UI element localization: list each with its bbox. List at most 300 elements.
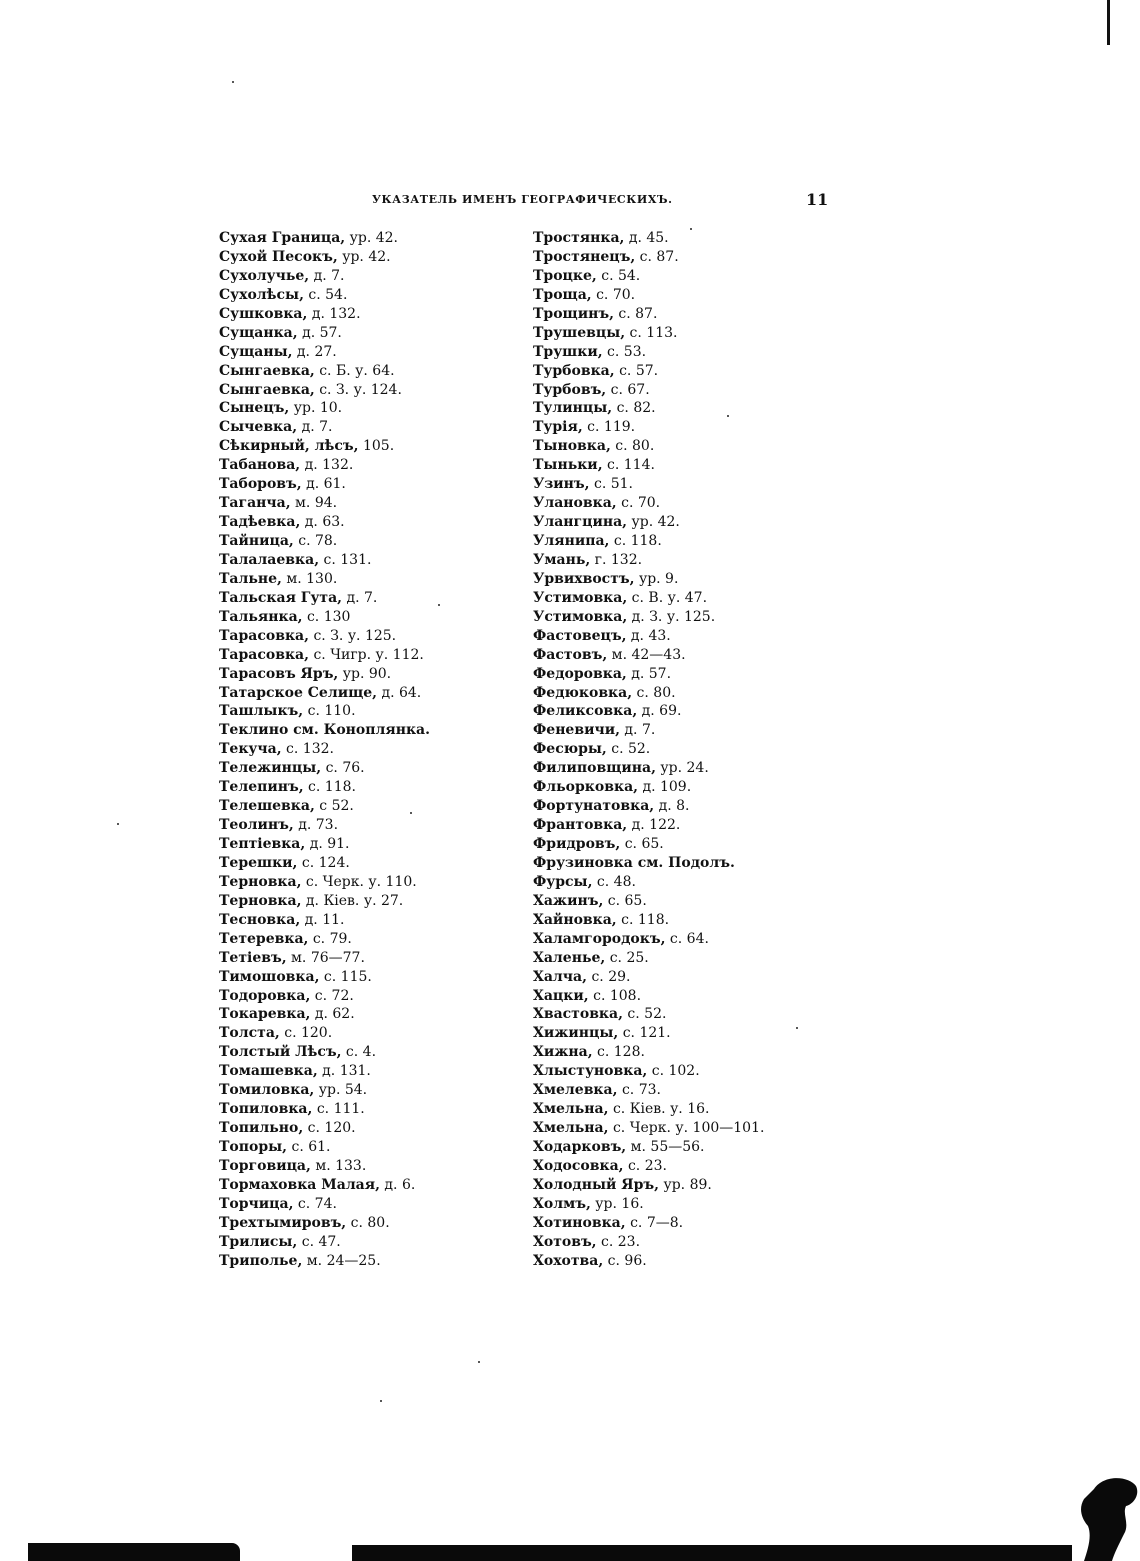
index-entry <box>219 267 430 286</box>
entry-reference: д. 91. <box>305 836 350 852</box>
index-entry <box>533 343 764 362</box>
index-entry <box>219 854 430 873</box>
index-entry <box>219 987 430 1006</box>
index-entry <box>219 229 430 248</box>
entry-name: Хацки, <box>533 987 589 1004</box>
entry-name: Сынгаевка, <box>219 362 315 379</box>
entry-name: Томиловка, <box>219 1082 315 1099</box>
entry-reference: д. 69. <box>637 703 682 720</box>
index-entry <box>219 968 430 987</box>
entry-name: Фортунатовка, <box>533 798 655 815</box>
entry-name: Холмъ, <box>533 1195 591 1212</box>
index-entry <box>219 702 430 721</box>
index-entry <box>219 1176 430 1195</box>
entry-name: Тальянка, <box>219 608 303 625</box>
entry-reference: д. 7. <box>342 589 378 606</box>
index-entry <box>219 1081 430 1100</box>
entry-reference: с. 124. <box>297 854 350 871</box>
scan-bottom-bar-right <box>352 1545 1072 1561</box>
entry-reference: д. 64. <box>377 684 422 701</box>
entry-reference: с. 76. <box>321 760 365 777</box>
page-number: 11 <box>806 190 829 209</box>
entry-reference: м. 42—43. <box>607 646 686 663</box>
index-entry <box>533 456 764 475</box>
entry-reference: с 52. <box>314 798 354 815</box>
entry-reference: д. 132. <box>307 305 361 322</box>
entry-name: Тальская Гута, <box>219 589 343 606</box>
entry-reference: с. 118. <box>303 779 356 796</box>
index-entry <box>219 418 430 437</box>
entry-reference: с. Черк. у. 110. <box>301 873 417 890</box>
index-entry <box>219 684 430 703</box>
index-entry <box>219 949 430 968</box>
entry-reference: д. 73. <box>293 817 339 834</box>
index-entry <box>219 305 430 324</box>
entry-reference: м. 24—25. <box>302 1252 381 1269</box>
entry-name: Федоровка, <box>533 665 627 682</box>
entry-name: Тайница, <box>219 533 294 549</box>
index-entry <box>533 1100 764 1119</box>
index-entry <box>533 475 764 494</box>
index-entry <box>533 589 764 608</box>
index-entry <box>219 399 430 418</box>
entry-name: Халенье, <box>533 949 606 966</box>
index-entry <box>219 759 430 778</box>
index-entry <box>533 740 764 759</box>
index-entry <box>533 608 764 627</box>
entry-name: Тормаховка Малая, <box>219 1176 380 1193</box>
entry-reference: с. Кіев. у. 16. <box>608 1101 710 1118</box>
entry-reference: с. 128. <box>592 1044 645 1061</box>
index-entry <box>533 721 764 740</box>
entry-reference: д. 61. <box>301 476 346 493</box>
index-entry <box>219 835 430 854</box>
entry-reference: с. 79. <box>308 930 352 947</box>
index-entry <box>533 1005 764 1024</box>
entry-name: Ташлыкъ, <box>219 703 304 720</box>
entry-name: Теолинъ, <box>219 817 294 834</box>
entry-name: Торчица, <box>219 1195 294 1212</box>
entry-name: Хлыстуновка, <box>533 1063 648 1080</box>
entry-name: Троща, <box>533 286 592 303</box>
index-entry <box>533 381 764 400</box>
entry-reference: с. 131. <box>319 551 372 568</box>
entry-reference: д. 8. <box>654 798 690 815</box>
entry-name: Хмельна, <box>533 1120 609 1137</box>
entry-name: Татарское Селище, <box>219 684 378 701</box>
entry-name: Устимовка, <box>533 608 628 625</box>
entry-name: Турія, <box>533 419 583 436</box>
scan-speck <box>380 1400 382 1402</box>
index-entry <box>533 930 764 949</box>
entry-reference: с. Б. у. 64. <box>314 362 395 379</box>
entry-name: Триполье, <box>219 1252 303 1269</box>
index-entry <box>533 684 764 703</box>
entry-reference: с. 74. <box>293 1195 337 1212</box>
entry-reference: д. З. у. 125. <box>627 608 716 625</box>
entry-reference: д. 7. <box>309 267 345 284</box>
entry-name: Ходарковъ, <box>533 1139 627 1155</box>
index-entry <box>533 1062 764 1081</box>
index-entry <box>219 911 430 930</box>
entry-reference: ур. 16. <box>590 1195 644 1212</box>
entry-name: Сущанка, <box>219 324 298 341</box>
entry-name: Трушевцы, <box>533 324 626 341</box>
entry-reference: ур. 42. <box>337 248 391 265</box>
index-entry <box>219 608 430 627</box>
entry-name: Сушковка, <box>219 305 308 322</box>
entry-reference: ур. 90. <box>338 665 392 682</box>
entry-name: Тарасовка, <box>219 627 309 644</box>
index-entry <box>219 343 430 362</box>
entry-name: Сычевка, <box>219 419 298 436</box>
entry-reference: с. 7—8. <box>625 1214 684 1231</box>
entry-name: Фесюры, <box>533 741 607 758</box>
entry-reference: с. 115. <box>319 968 372 985</box>
entry-name: Тальне, <box>219 570 282 587</box>
entry-reference: с. 119. <box>582 419 636 436</box>
index-entry <box>219 646 430 665</box>
index-entry <box>533 437 764 456</box>
index-entry <box>219 589 430 608</box>
entry-name: Тетеревка, <box>219 930 309 947</box>
entry-name: Тептіевка, <box>219 836 306 852</box>
entry-reference: с. 54. <box>303 286 348 303</box>
entry-reference: с. 64. <box>665 930 709 947</box>
index-entry <box>533 778 764 797</box>
index-entry <box>219 627 430 646</box>
entry-name: Тростянка, <box>533 230 625 246</box>
entry-reference: с. Чигр. у. 112. <box>309 646 424 663</box>
entry-name: Терновка, <box>219 892 302 909</box>
index-entry <box>219 494 430 513</box>
entry-name: Тележинцы, <box>219 760 322 777</box>
entry-reference: с. 57. <box>614 362 659 379</box>
index-entry <box>533 759 764 778</box>
entry-name: Таганча, <box>219 495 291 512</box>
entry-reference: с. 52. <box>606 741 651 758</box>
entry-name: Феликсовка, <box>533 703 638 720</box>
index-entry <box>533 1043 764 1062</box>
index-entry <box>219 1195 430 1214</box>
entry-name: Теклино см. Коноплянка. <box>219 722 431 739</box>
entry-reference: с. 73. <box>617 1082 661 1099</box>
entry-name: Фурсы, <box>533 873 593 890</box>
entry-name: Улангцина, <box>533 514 628 531</box>
entry-name: Трушки, <box>533 343 603 360</box>
index-entry <box>533 513 764 532</box>
index-entry <box>533 797 764 816</box>
entry-name: Умань, <box>533 551 591 568</box>
entry-name: Федюковка, <box>533 684 633 701</box>
index-entry <box>533 892 764 911</box>
entry-reference: м. 55—56. <box>626 1139 705 1155</box>
entry-name: Халча, <box>533 968 587 985</box>
entry-name: Топильно, <box>219 1120 304 1137</box>
index-entry <box>533 646 764 665</box>
entry-reference: с. 113. <box>625 324 678 341</box>
index-entry <box>533 1176 764 1195</box>
entry-name: Хайновка, <box>533 911 617 928</box>
index-entry <box>533 494 764 513</box>
entry-name: Хмелевка, <box>533 1082 618 1099</box>
index-entry <box>219 1024 430 1043</box>
entry-reference: д. 63. <box>300 514 345 531</box>
scan-speck <box>117 823 119 825</box>
entry-name: Феневичи, <box>533 722 620 739</box>
entry-name: Хохотва, <box>533 1252 604 1269</box>
entry-reference: г. 132. <box>590 551 643 568</box>
entry-name: Топоры, <box>219 1139 288 1155</box>
index-entry <box>219 456 430 475</box>
entry-reference: с. З. у. 124. <box>314 381 402 398</box>
entry-reference: с. 65. <box>603 892 647 909</box>
entry-reference: с. 110. <box>303 703 356 720</box>
entry-name: Улянипа, <box>533 533 610 549</box>
entry-name: Сынецъ, <box>219 400 290 417</box>
entry-name: Урвихвостъ, <box>533 570 635 587</box>
index-entry <box>533 987 764 1006</box>
entry-name: Трощинъ, <box>533 305 614 322</box>
entry-reference: д. 109. <box>638 779 692 796</box>
index-entry <box>533 286 764 305</box>
scan-bottom-bar-left <box>28 1543 240 1561</box>
entry-name: Фридровъ, <box>533 836 621 852</box>
index-entry <box>533 362 764 381</box>
entry-reference: с. 4. <box>341 1044 377 1061</box>
index-entry <box>219 930 430 949</box>
entry-reference: с. 82. <box>612 400 656 417</box>
index-entry <box>219 1005 430 1024</box>
index-entry <box>219 475 430 494</box>
index-entry <box>219 1119 430 1138</box>
index-entry <box>533 949 764 968</box>
entry-name: Холодный Яръ, <box>533 1176 660 1193</box>
index-entry <box>219 437 430 456</box>
entry-reference: с. 120. <box>303 1120 356 1137</box>
index-entry <box>533 1252 764 1271</box>
entry-reference: ур. 42. <box>345 230 399 246</box>
entry-name: Фльорковка, <box>533 779 639 796</box>
entry-reference: с. 130 <box>302 608 351 625</box>
index-entry <box>219 532 430 551</box>
entry-name: Тростянецъ, <box>533 248 636 265</box>
entry-name: Турбовъ, <box>533 381 607 398</box>
index-entry <box>533 1195 764 1214</box>
entry-reference: ур. 24. <box>655 760 709 777</box>
entry-reference: с. 78. <box>293 533 338 549</box>
index-entry <box>219 362 430 381</box>
index-column-right <box>533 229 764 1271</box>
entry-name: Терновка, <box>219 873 302 890</box>
entry-name: Табанова, <box>219 457 301 474</box>
index-entry <box>219 1043 430 1062</box>
entry-reference: с. 121. <box>618 1025 671 1042</box>
entry-name: Троцке, <box>533 267 597 284</box>
index-entry <box>219 286 430 305</box>
entry-reference: с. 114. <box>602 457 655 474</box>
entry-name: Сущаны, <box>219 343 293 360</box>
entry-reference: ур. 10. <box>289 400 343 417</box>
entry-name: Хотиновка, <box>533 1214 626 1231</box>
index-entry <box>533 702 764 721</box>
entry-reference: м. 76—77. <box>286 949 365 966</box>
entry-reference: д. 27. <box>292 343 337 360</box>
index-entry <box>533 229 764 248</box>
index-entry <box>533 248 764 267</box>
index-entry <box>533 399 764 418</box>
entry-name: Телепинъ, <box>219 779 304 796</box>
scan-speck <box>690 228 692 230</box>
entry-reference: с. 25. <box>605 949 649 966</box>
entry-reference: с. 120. <box>279 1025 333 1042</box>
scan-speck <box>438 604 440 606</box>
entry-reference: с. Черк. у. 100—101. <box>608 1120 765 1137</box>
entry-reference: ур. 54. <box>314 1082 368 1099</box>
entry-reference: с. 70. <box>616 495 661 512</box>
entry-name: Сухой Песокъ, <box>219 248 338 265</box>
index-entry <box>219 892 430 911</box>
index-entry <box>533 854 764 873</box>
entry-name: Тулинцы, <box>533 400 613 417</box>
entry-reference: с. 61. <box>287 1139 331 1155</box>
entry-name: Таборовъ, <box>219 476 302 493</box>
entry-reference: с. 51. <box>589 476 634 493</box>
index-entry <box>533 267 764 286</box>
entry-reference: ур. 42. <box>627 514 680 531</box>
scan-corner-blot <box>1074 1474 1140 1561</box>
entry-reference: с. 102. <box>647 1063 700 1080</box>
entry-name: Трехтымировъ, <box>219 1214 347 1231</box>
index-entry <box>219 1233 430 1252</box>
entry-name: Сынгаевка, <box>219 381 315 398</box>
entry-reference: с. 80. <box>632 684 676 701</box>
index-entry <box>219 1062 430 1081</box>
index-entry <box>533 873 764 892</box>
entry-name: Текуча, <box>219 741 282 758</box>
scan-speck <box>727 415 729 417</box>
index-entry <box>533 1157 764 1176</box>
index-entry <box>533 305 764 324</box>
entry-name: Тыньки, <box>533 457 603 474</box>
scan-edge-mark <box>1107 0 1110 45</box>
entry-reference: м. 133. <box>310 1157 367 1174</box>
index-entry <box>219 570 430 589</box>
index-entry <box>219 248 430 267</box>
entry-name: Тетіевъ, <box>219 949 287 966</box>
entry-reference: с. 118. <box>609 533 662 549</box>
index-entry <box>533 1024 764 1043</box>
index-entry <box>219 665 430 684</box>
entry-name: Тарасовъ Яръ, <box>219 665 339 682</box>
entry-name: Франтовка, <box>533 817 628 834</box>
entry-name: Сѣкирный, лѣсъ, <box>219 438 359 455</box>
index-entry <box>219 1157 430 1176</box>
index-entry <box>533 1233 764 1252</box>
scan-speck <box>232 81 234 83</box>
index-entry <box>219 381 430 400</box>
entry-name: Сухая Граница, <box>219 230 346 246</box>
scan-speck <box>478 1361 480 1363</box>
entry-name: Филиповщина, <box>533 760 656 777</box>
entry-reference: ур. 89. <box>659 1176 712 1193</box>
entry-reference: с. 132. <box>281 741 334 758</box>
entry-reference: с. 96. <box>603 1252 647 1269</box>
entry-reference: с. 111. <box>312 1101 365 1118</box>
index-entry <box>219 778 430 797</box>
entry-name: Фастовъ, <box>533 646 608 663</box>
entry-reference: с. В. у. 47. <box>627 589 708 606</box>
entry-reference: с. 72. <box>310 987 354 1004</box>
entry-name: Торговица, <box>219 1157 311 1174</box>
entry-name: Тесновка, <box>219 911 301 928</box>
running-header: УКАЗАТЕЛЬ ИМЕНЪ ГЕОГРАФИЧЕСКИХЪ. <box>372 193 673 206</box>
entry-name: Тадѣевка, <box>219 514 301 531</box>
entry-reference: с. 80. <box>346 1214 390 1231</box>
index-entry <box>219 873 430 892</box>
entry-name: Тимошовка, <box>219 968 320 985</box>
index-entry <box>219 721 430 740</box>
entry-reference: с. 47. <box>297 1233 341 1250</box>
entry-reference: с. 48. <box>592 873 636 890</box>
entry-name: Улановка, <box>533 495 617 512</box>
entry-reference: 105. <box>358 438 395 455</box>
entry-name: Хвастовка, <box>533 1006 623 1023</box>
entry-name: Ходосовка, <box>533 1157 624 1174</box>
entry-reference: с. 108. <box>588 987 642 1004</box>
entry-name: Топиловка, <box>219 1101 313 1118</box>
entry-name: Трилисы, <box>219 1233 298 1250</box>
index-entry <box>219 1214 430 1233</box>
index-entry <box>533 1214 764 1233</box>
index-entry <box>533 1138 764 1157</box>
scan-speck <box>796 1027 798 1029</box>
entry-reference: д. Кіев. у. 27. <box>301 892 404 909</box>
index-entry <box>219 1100 430 1119</box>
entry-name: Терешки, <box>219 854 298 871</box>
entry-reference: с. 118. <box>616 911 670 928</box>
entry-reference: с. 52. <box>622 1006 667 1023</box>
entry-reference: м. 94. <box>290 495 338 512</box>
index-entry <box>533 418 764 437</box>
scan-speck <box>410 812 412 814</box>
entry-name: Талалаевка, <box>219 551 320 568</box>
entry-reference: с. 70. <box>591 286 636 303</box>
entry-name: Тыновка, <box>533 438 611 455</box>
index-entry <box>533 835 764 854</box>
entry-name: Хмельна, <box>533 1101 609 1118</box>
entry-reference: д. 6. <box>379 1176 416 1193</box>
entry-name: Толстый Лѣсъ, <box>219 1044 342 1061</box>
entry-reference: с. 29. <box>587 968 631 985</box>
entry-reference: с. 87. <box>613 305 658 322</box>
entry-reference: с. 53. <box>602 343 647 360</box>
entry-name: Турбовка, <box>533 362 615 379</box>
entry-reference: с. 23. <box>596 1233 641 1250</box>
entry-reference: д. 7. <box>619 722 656 739</box>
entry-name: Толста, <box>219 1025 280 1042</box>
index-column-left <box>219 229 430 1271</box>
entry-reference: ур. 9. <box>634 570 679 587</box>
index-entry <box>533 968 764 987</box>
index-entry <box>533 1081 764 1100</box>
entry-name: Халамгородокъ, <box>533 930 666 947</box>
entry-name: Устимовка, <box>533 589 628 606</box>
entry-reference: д. 57. <box>297 324 342 341</box>
index-entry <box>219 551 430 570</box>
index-entry <box>219 513 430 532</box>
entry-name: Хажинъ, <box>533 892 604 909</box>
